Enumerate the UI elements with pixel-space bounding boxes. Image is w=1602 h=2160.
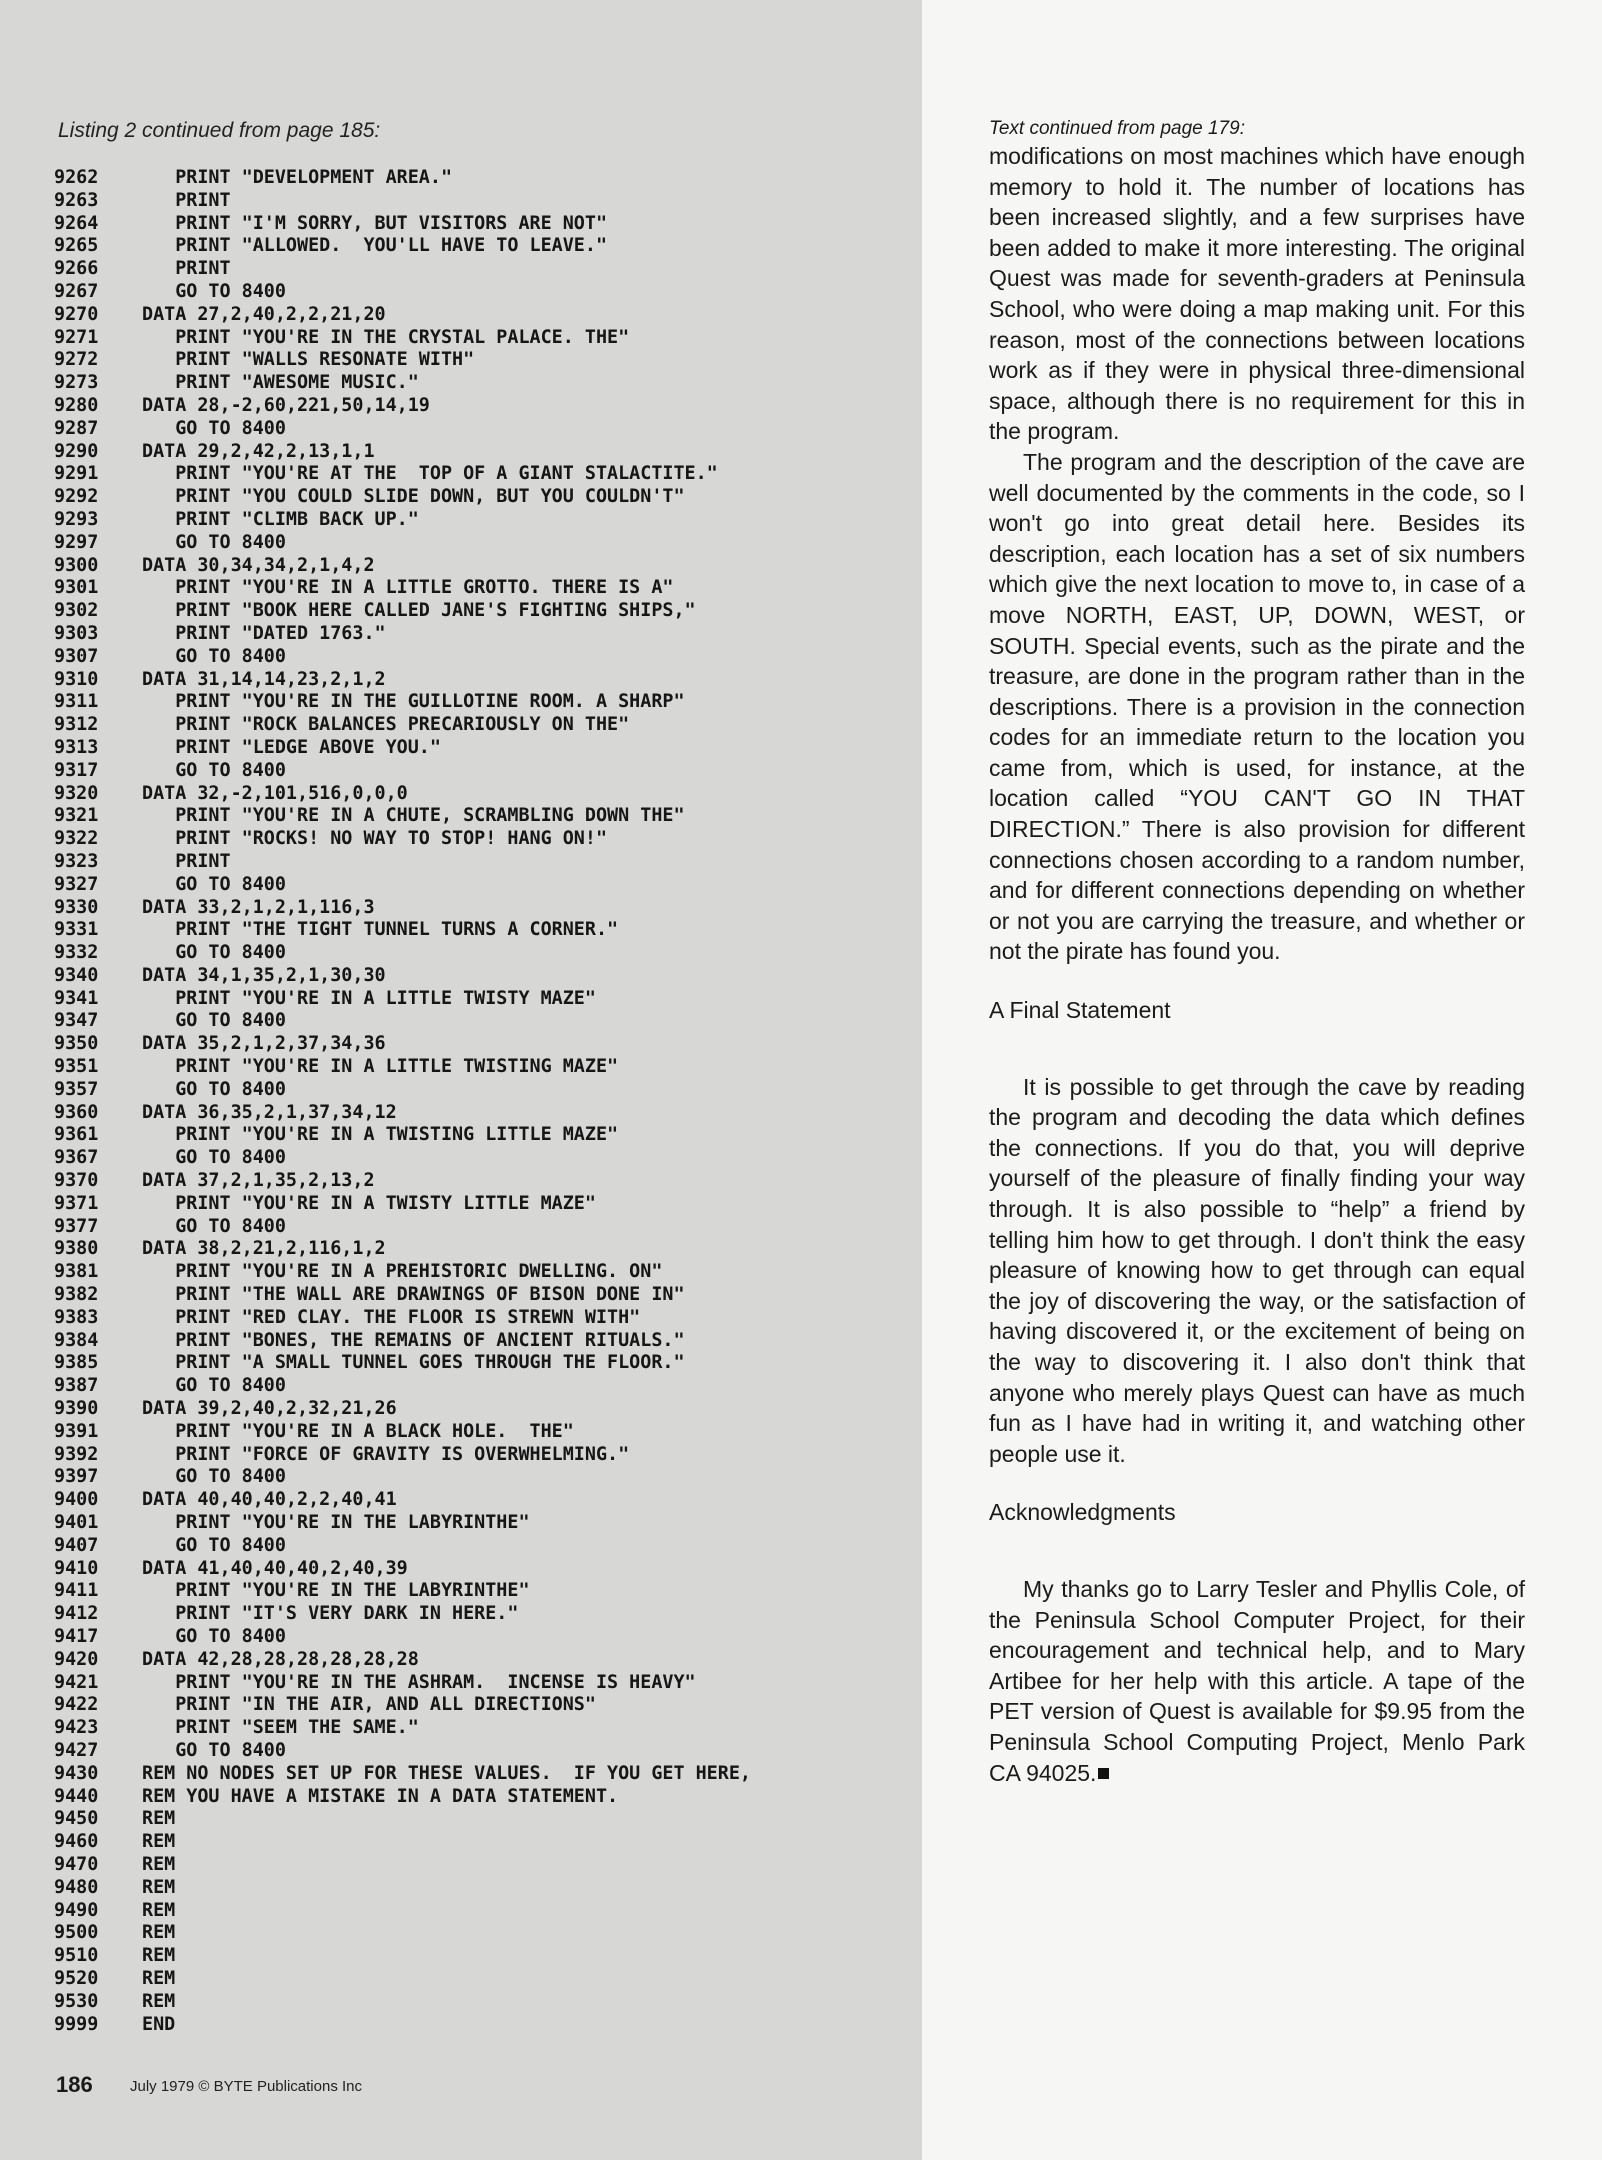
line-number: 9427 [54,1739,99,1761]
code-text: REM YOU HAVE A MISTAKE IN A DATA STATEMENT. [142,1785,619,1807]
line-number: 9440 [54,1785,99,1807]
code-text: DATA 31,14,14,23,2,1,2 [142,668,386,690]
code-text: PRINT "WALLS RESONATE WITH" [142,349,475,371]
code-text: DATA 40,40,40,2,2,40,41 [142,1489,397,1511]
code-line [54,1284,914,1307]
line-number: 9391 [54,1420,99,1442]
code-line [54,1238,914,1261]
code-text: PRINT "ROCKS! NO WAY TO STOP! HANG ON!" [142,828,608,850]
code-line [54,1694,914,1717]
line-number: 9312 [54,714,99,736]
code-text: REM [142,1945,176,1967]
line-number: 9490 [54,1899,99,1921]
line-number: 9291 [54,463,99,485]
line-number: 9450 [54,1808,99,1830]
code-text: PRINT "YOU'RE IN A TWISTY LITTLE MAZE" [142,1192,596,1214]
code-text: REM [142,1899,176,1921]
code-text: PRINT "A SMALL TUNNEL GOES THROUGH THE FLOOR." [142,1352,685,1374]
code-line [54,1512,914,1535]
code-line [54,919,914,942]
line-number: 9267 [54,280,99,302]
article-paragraph: It is possible to get through the cave by reading the program and decoding the data which defines the connections. If you do that, you will deprive yourself of the pleasure of finally finding your way through. It is also possible to “help” a friend by telling him how to get through. I don't think the easy pleasure of knowing how to get through can equal the joy of discovering the way, or the satisfaction of having discovered it, or the excitement of being on the way to discovering it. I also don't think that anyone who merely plays Quest can have as much fun as I have had in writing it, and watching other people use it. [989,1073,1525,1467]
code-text: GO TO 8400 [142,1078,286,1100]
code-line [54,1877,914,1900]
article-paragraph: The program and the description of the cave are well documented by the comments in the code, so I won't go into great detail here. Besides its description, each location has a set of six numbers which give the next location to move to, in case of a move NORTH, EAST, UP, DOWN, WEST, or SOUTH. Special events, such as the pirate and the treasure, are done in the program rather than in the descriptions. There is a provision in the connection codes for an immediate return to the location you came from, which is used, for instance, at the location called “YOU CAN'T GO IN THAT DIRECTION.” There is also provision for different connections chosen according to a random number, and for different connections depending on whether or not you are carrying the treasure, and whether or not the pirate has found you. [989,448,1525,965]
article-caption: Text continued from page 179: [989,118,1245,139]
line-number: 9331 [54,919,99,941]
line-number: 9273 [54,372,99,394]
line-number: 9264 [54,212,99,234]
line-number: 9422 [54,1694,99,1716]
code-text: DATA 34,1,35,2,1,30,30 [142,964,386,986]
section-heading: Acknowledgments [989,1499,1176,1526]
code-text: REM [142,1808,176,1830]
code-line [54,441,914,464]
code-line [54,1421,914,1444]
code-line [54,965,914,988]
code-line [54,349,914,372]
code-line [54,327,914,350]
line-number: 9293 [54,508,99,530]
code-text: PRINT "CLIMB BACK UP." [142,508,419,530]
line-number: 9320 [54,782,99,804]
code-text: PRINT "DEVELOPMENT AREA." [142,167,453,188]
code-line [54,1216,914,1239]
code-line [54,1056,914,1079]
code-line [54,1672,914,1695]
code-text: PRINT "YOU'RE IN THE LABYRINTHE" [142,1512,530,1534]
line-number: 9327 [54,873,99,895]
line-number: 9380 [54,1238,99,1260]
line-number: 9323 [54,850,99,872]
code-line [54,600,914,623]
code-line [54,942,914,965]
line-number: 9300 [54,554,99,576]
code-line [54,1033,914,1056]
code-text: DATA 27,2,40,2,2,21,20 [142,303,386,325]
line-number: 9999 [54,2013,99,2035]
code-text: PRINT "SEEM THE SAME." [142,1717,419,1739]
code-text: DATA 30,34,34,2,1,4,2 [142,554,375,576]
code-text: PRINT "THE TIGHT TUNNEL TURNS A CORNER." [142,919,619,941]
code-line [54,486,914,509]
code-text: PRINT "YOU'RE AT THE TOP OF A GIANT STALACTITE." [142,463,718,485]
code-line [54,555,914,578]
code-text: DATA 38,2,21,2,116,1,2 [142,1238,386,1260]
line-number: 9297 [54,531,99,553]
code-text: GO TO 8400 [142,1010,286,1032]
code-text: PRINT "BONES, THE REMAINS OF ANCIENT RITUALS." [142,1329,685,1351]
code-line [54,851,914,874]
line-number: 9420 [54,1648,99,1670]
code-text: GO TO 8400 [142,531,286,553]
code-line [54,213,914,236]
line-number: 9301 [54,577,99,599]
line-number: 9311 [54,691,99,713]
line-number: 9412 [54,1603,99,1625]
code-text: REM [142,1990,176,2012]
code-line [54,258,914,281]
code-text: PRINT "YOU'RE IN THE LABYRINTHE" [142,1580,530,1602]
code-line [54,1786,914,1809]
code-line [54,190,914,213]
code-line [54,1307,914,1330]
code-line [54,1900,914,1923]
code-text: PRINT "YOU'RE IN A TWISTING LITTLE MAZE" [142,1124,619,1146]
line-number: 9263 [54,189,99,211]
code-line [54,2014,914,2037]
article-paragraph: modifications on most machines which have enough memory to hold it. The number of locations has been increased slightly, and a few surprises have been added to make it more interesting. The original Quest was made for seventh-graders at Peninsula School, who were doing a map making unit. For this reason, most of the connections between locations work as if they were in physical three-dimensional space, although there is no requirement for this in the program. [989,143,1525,445]
code-line [54,1466,914,1489]
code-text: DATA 29,2,42,2,13,1,1 [142,440,375,462]
line-number: 9411 [54,1580,99,1602]
code-text: PRINT "YOU COULD SLIDE DOWN, BUT YOU COULDN'T" [142,486,685,508]
line-number: 9480 [54,1876,99,1898]
code-line [54,1352,914,1375]
code-line [54,623,914,646]
code-line [54,805,914,828]
line-number: 9370 [54,1170,99,1192]
code-text: DATA 36,35,2,1,37,34,12 [142,1101,397,1123]
line-number: 9351 [54,1056,99,1078]
line-number: 9390 [54,1398,99,1420]
code-text: PRINT "LEDGE ABOVE YOU." [142,736,441,758]
code-line [54,783,914,806]
code-line [54,1261,914,1284]
code-line [54,1535,914,1558]
code-text: DATA 42,28,28,28,28,28,28 [142,1648,419,1670]
line-number: 9421 [54,1671,99,1693]
code-text: PRINT "YOU'RE IN A CHUTE, SCRAMBLING DOWN THE" [142,805,685,827]
code-text: GO TO 8400 [142,1534,286,1556]
code-text: PRINT "DATED 1763." [142,622,386,644]
code-text: GO TO 8400 [142,1739,286,1761]
code-text: REM [142,1853,176,1875]
code-line [54,509,914,532]
code-line [54,1375,914,1398]
code-text: PRINT "YOU'RE IN A PREHISTORIC DWELLING. ON" [142,1261,663,1283]
code-text: GO TO 8400 [142,942,286,964]
page-number: 186 [56,2072,93,2097]
code-text: DATA 41,40,40,40,2,40,39 [142,1557,408,1579]
code-line [54,669,914,692]
code-line [54,760,914,783]
code-text: PRINT "YOU'RE IN THE ASHRAM. INCENSE IS HEAVY" [142,1671,696,1693]
code-line [54,281,914,304]
code-text: PRINT "YOU'RE IN A LITTLE TWISTY MAZE" [142,987,596,1009]
code-line [54,1991,914,2014]
line-number: 9385 [54,1352,99,1374]
code-line [54,691,914,714]
line-number: 9330 [54,896,99,918]
code-line [54,897,914,920]
code-line [54,1489,914,1512]
code-text: PRINT [142,258,231,280]
article-column [989,117,1525,1788]
code-line [54,372,914,395]
line-number: 9303 [54,622,99,644]
code-line [54,1603,914,1626]
line-number: 9292 [54,486,99,508]
code-line [54,874,914,897]
code-line [54,737,914,760]
line-number: 9371 [54,1192,99,1214]
code-listing [54,167,914,2036]
line-number: 9271 [54,326,99,348]
code-text: PRINT "THE WALL ARE DRAWINGS OF BISON DONE IN" [142,1284,685,1306]
line-number: 9280 [54,394,99,416]
line-number: 9307 [54,645,99,667]
line-number: 9321 [54,805,99,827]
line-number: 9322 [54,828,99,850]
line-number: 9470 [54,1853,99,1875]
line-number: 9423 [54,1717,99,1739]
line-number: 9340 [54,964,99,986]
code-line [54,1147,914,1170]
code-line [54,1193,914,1216]
code-text: GO TO 8400 [142,759,286,781]
line-number: 9357 [54,1078,99,1100]
code-text: PRINT "BOOK HERE CALLED JANE'S FIGHTING SHIPS," [142,600,696,622]
line-number: 9400 [54,1489,99,1511]
code-text: GO TO 8400 [142,1466,286,1488]
code-line [54,1740,914,1763]
line-number: 9430 [54,1762,99,1784]
line-number: 9310 [54,668,99,690]
code-text: PRINT "YOU'RE IN THE GUILLOTINE ROOM. A SHARP" [142,691,685,713]
line-number: 9392 [54,1443,99,1465]
code-text: GO TO 8400 [142,280,286,302]
code-text: PRINT "IT'S VERY DARK IN HERE." [142,1603,519,1625]
code-text: PRINT "AWESOME MUSIC." [142,372,419,394]
code-text: REM [142,1876,176,1898]
code-text: DATA 37,2,1,35,2,13,2 [142,1170,375,1192]
line-number: 9510 [54,1945,99,1967]
code-text: REM [142,1922,176,1944]
code-text: GO TO 8400 [142,873,286,895]
line-number: 9317 [54,759,99,781]
end-mark-icon [1098,1768,1109,1779]
line-number: 9347 [54,1010,99,1032]
line-number: 9397 [54,1466,99,1488]
line-number: 9381 [54,1261,99,1283]
line-number: 9313 [54,736,99,758]
code-text: GO TO 8400 [142,1626,286,1647]
line-number: 9520 [54,1967,99,1989]
line-number: 9382 [54,1284,99,1306]
code-line [54,1649,914,1672]
code-line [54,714,914,737]
code-line [54,1854,914,1877]
line-number: 9401 [54,1512,99,1534]
code-line [54,577,914,600]
code-text: PRINT [142,850,231,872]
code-line [54,988,914,1011]
code-line [54,395,914,418]
line-number: 9407 [54,1534,99,1556]
code-line [54,1968,914,1991]
line-number: 9410 [54,1557,99,1579]
code-line [54,463,914,486]
line-number: 9265 [54,235,99,257]
section-heading: A Final Statement [989,997,1171,1024]
code-line [54,532,914,555]
code-text: DATA 39,2,40,2,32,21,26 [142,1398,397,1420]
code-line [54,1398,914,1421]
code-line [54,1102,914,1125]
code-line [54,1170,914,1193]
line-number: 9384 [54,1329,99,1351]
line-number: 9530 [54,1990,99,2012]
line-number: 9377 [54,1215,99,1237]
code-line [54,1079,914,1102]
acknowledgments-text: My thanks go to Larry Tesler and Phyllis Cole, of the Peninsula School Computer Project, for their encouragement and technical help, and to Mary Artibee for her help with this article. A tape of the PET version of Quest is available for $9.95 from the Peninsula School Computing Project, Menlo Park CA 94025. [989,1575,1525,1786]
line-number: 9460 [54,1831,99,1853]
code-line [54,1831,914,1854]
code-line [54,1717,914,1740]
code-text: GO TO 8400 [142,645,286,667]
line-number: 9350 [54,1033,99,1055]
code-line [54,235,914,258]
code-line [54,167,914,190]
line-number: 9290 [54,440,99,462]
listing-caption: Listing 2 continued from page 185: [58,119,381,142]
code-line [54,304,914,327]
code-line [54,1444,914,1467]
code-text: GO TO 8400 [142,1147,286,1169]
code-text: GO TO 8400 [142,417,286,439]
article-paragraph [989,1574,1525,1788]
line-number: 9272 [54,349,99,371]
code-line [54,1922,914,1945]
code-line [54,828,914,851]
code-line [54,1945,914,1968]
line-number: 9270 [54,303,99,325]
line-number: 9387 [54,1375,99,1397]
code-text: PRINT "I'M SORRY, BUT VISITORS ARE NOT" [142,212,608,234]
publication-credit: July 1979 © BYTE Publications Inc [130,2078,363,2095]
line-number: 9287 [54,417,99,439]
code-text: DATA 35,2,1,2,37,34,36 [142,1033,386,1055]
code-line [54,1808,914,1831]
code-text: PRINT "FORCE OF GRAVITY IS OVERWHELMING." [142,1443,630,1465]
line-number: 9341 [54,987,99,1009]
code-line [54,1010,914,1033]
line-number: 9302 [54,600,99,622]
line-number: 9383 [54,1306,99,1328]
code-text: PRINT "ALLOWED. YOU'LL HAVE TO LEAVE." [142,235,608,257]
code-line [54,1558,914,1581]
line-number: 9332 [54,942,99,964]
code-text: PRINT "ROCK BALANCES PRECARIOUSLY ON THE" [142,714,630,736]
code-text: GO TO 8400 [142,1215,286,1237]
code-text: PRINT "YOU'RE IN A LITTLE GROTTO. THERE IS A" [142,577,674,599]
line-number: 9361 [54,1124,99,1146]
code-line [54,1763,914,1786]
line-number: 9367 [54,1147,99,1169]
code-line [54,1124,914,1147]
code-text: PRINT "IN THE AIR, AND ALL DIRECTIONS" [142,1694,596,1716]
code-text: REM [142,1831,176,1853]
code-text: REM [142,1967,176,1989]
line-number: 9262 [54,167,99,188]
code-text: DATA 28,-2,60,221,50,14,19 [142,394,430,416]
code-text: DATA 33,2,1,2,1,116,3 [142,896,375,918]
code-text: REM NO NODES SET UP FOR THESE VALUES. IF YOU GET HERE, [142,1762,751,1784]
line-number: 9417 [54,1626,99,1647]
code-line [54,1580,914,1603]
line-number: 9266 [54,258,99,280]
code-text: PRINT [142,189,231,211]
code-text: GO TO 8400 [142,1375,286,1397]
code-text: PRINT "YOU'RE IN THE CRYSTAL PALACE. THE" [142,326,630,348]
code-line [54,1330,914,1353]
code-text: END [142,2013,176,2035]
code-line [54,418,914,441]
code-text: PRINT "YOU'RE IN A LITTLE TWISTING MAZE" [142,1056,619,1078]
code-line [54,646,914,669]
line-number: 9500 [54,1922,99,1944]
code-line [54,1626,914,1649]
line-number: 9360 [54,1101,99,1123]
code-text: DATA 32,-2,101,516,0,0,0 [142,782,408,804]
code-text: PRINT "RED CLAY. THE FLOOR IS STREWN WITH" [142,1306,641,1328]
code-text: PRINT "YOU'RE IN A BLACK HOLE. THE" [142,1420,574,1442]
